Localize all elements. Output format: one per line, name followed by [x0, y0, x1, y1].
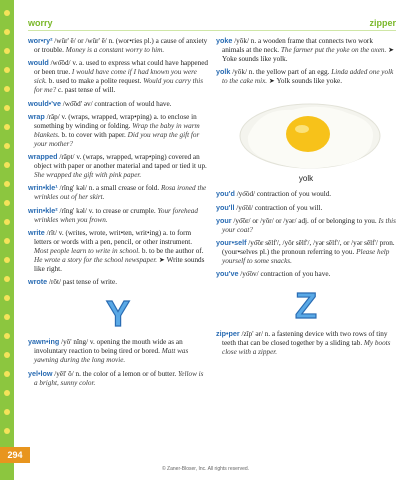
dictionary-entry: [28, 36, 208, 55]
entry-example: My boots close with a zipper.: [222, 339, 391, 357]
guide-word-right: zipper: [369, 18, 396, 28]
entry-example: Matt was yawning during the long movie.: [34, 347, 189, 365]
dictionary-entry: [28, 369, 208, 388]
letter-z-icon: [286, 285, 326, 323]
page-number: 294: [0, 447, 30, 463]
dictionary-entry: [216, 189, 396, 199]
letter-y-icon: [98, 293, 138, 331]
entry-definition: /yo͞od/ contraction of you would.: [234, 190, 332, 199]
entry-example: Please help yourself to some snacks.: [222, 247, 390, 266]
entry-definition: /rĭng' kəl/ v. to crease or crumple.: [57, 206, 158, 215]
right-entry-list-top: [216, 36, 396, 86]
entry-headword: your: [216, 215, 232, 225]
entry-headword: you've: [216, 269, 239, 279]
dictionary-entry: [216, 269, 396, 279]
dictionary-entry: [28, 58, 208, 95]
stripe-dot: [4, 428, 10, 434]
entry-headword: would: [28, 58, 49, 68]
dictionary-entry: [28, 152, 208, 180]
dictionary-entry: [216, 67, 396, 86]
header-rule: [28, 30, 396, 31]
entry-headword: write: [28, 227, 45, 237]
dictionary-entry: [216, 203, 396, 213]
entry-headword: zip•per: [216, 329, 240, 339]
stripe-dot: [4, 86, 10, 92]
entry-definition: /yo͞ov/ contraction of you have.: [238, 270, 331, 279]
entry-example: He wrote a story for the school newspaper.: [34, 255, 158, 264]
entry-definition: /yo͝or sĕlf'/, /yôr sĕlf'/, /yər sĕlf'/, or /yər sĕlf'/ pron. (your•selves pl.) the pronoun referring to you.: [222, 238, 395, 256]
entry-example: I would have come if I had known you were sick.: [34, 68, 197, 86]
stripe-dot: [4, 200, 10, 206]
entry-headword: yel•low: [28, 368, 53, 378]
stripe-dot: [4, 314, 10, 320]
entry-definition: /yo͞ol/ contraction of you will.: [234, 203, 323, 212]
dictionary-entry: [216, 216, 396, 235]
entry-example: Rosa ironed the wrinkles out of her skirt.: [34, 184, 207, 202]
dictionary-entry: [28, 206, 208, 225]
entry-example: Most people learn to write in school.: [34, 246, 141, 255]
svg-text:Z: Z: [295, 285, 317, 324]
entry-headword: would•'ve: [28, 98, 61, 108]
entry-definition: /yĕl' ō/ n. the color of a lemon or of butter.: [52, 369, 178, 378]
left-entry-list: [28, 36, 208, 388]
entry-example: Would you carry this for me?: [34, 77, 204, 95]
entry-definition: /yōk/ n. the yellow part of an egg.: [230, 68, 332, 77]
guide-word-left: worry: [28, 18, 53, 28]
stripe-dot: [4, 105, 10, 111]
left-column: [28, 36, 208, 391]
copyright-footer: © Zaner-Bloser, Inc. All rights reserved.: [161, 466, 250, 472]
entry-definition: /răp/ v. (wraps, wrapped, wrap•ping) a. to enclose in something by winding or folding.: [34, 112, 197, 130]
entry-example: Your forehead wrinkles when you frown.: [34, 206, 198, 224]
right-column: [216, 36, 396, 361]
entry-headword: wor•ry²: [28, 36, 53, 45]
dictionary-entry: [28, 277, 208, 287]
stripe-dot: [4, 143, 10, 149]
stripe-dot: [4, 29, 10, 35]
svg-text:Y: Y: [105, 293, 131, 332]
entry-definition: ➤ Yolk sounds like yoke.: [267, 77, 343, 86]
entry-definition: /zĭp' ər/ n. a fastening device with two rows of tiny teeth that can be closed together by a sliding tab.: [222, 330, 388, 348]
egg-yolk-illustration: [230, 90, 390, 172]
entry-definition: /yô' nĭng/ v. opening the mouth wide as an involuntary reaction to being tired or bored.: [34, 338, 183, 356]
right-entry-list-bottom: [216, 189, 396, 279]
stripe-dot: [4, 67, 10, 73]
entry-definition: b. to be the author of.: [140, 246, 204, 255]
entry-definition: /răpt/ v. (wraps, wrapped, wrap•ping) covered an object with paper or another material and taped or tied it up.: [34, 153, 207, 171]
stripe-dot: [4, 390, 10, 396]
dictionary-entry: [28, 337, 208, 365]
entry-example: She wrapped the gift with pink paper.: [34, 171, 142, 180]
entry-headword: wrote: [28, 277, 48, 287]
entry-definition: /wo͝od/ v. a. used to express what could have happened or been true.: [34, 59, 208, 77]
dictionary-entry: [28, 228, 208, 274]
entry-headword: wrin•kle¹: [28, 183, 58, 193]
entry-headword: wrapped: [28, 152, 58, 162]
stripe-dot: [4, 10, 10, 16]
stripe-dot: [4, 124, 10, 130]
stripe-dot: [4, 295, 10, 301]
entry-definition: b. used to make a polite request.: [46, 77, 144, 86]
entry-example: Money is a constant worry to him.: [65, 46, 165, 55]
stripe-dot: [4, 162, 10, 168]
entry-definition: /rīt/ v. (writes, wrote, writ•ten, writ•ing) a. to form letters or words with a pen, pencil, or other instrument.: [34, 228, 193, 246]
entry-definition: c. past tense of will.: [56, 86, 116, 95]
stripe-dot: [4, 352, 10, 358]
entry-headword: yoke: [216, 36, 233, 45]
entry-definition: /rĭng' kəl/ n. a small crease or fold.: [57, 184, 161, 193]
entry-definition: /rōt/ past tense of write.: [47, 278, 118, 287]
entry-headword: wrin•kle²: [28, 205, 58, 215]
entry-definition: /yo͝or/ or /yôr/ or /yər/ adj. of or belonging to you.: [231, 216, 379, 225]
entry-definition: ➤ Yoke sounds like yolk.: [222, 46, 395, 64]
stripe-dot: [4, 181, 10, 187]
right-entry-list-end: [216, 329, 396, 357]
entry-definition: ➤ Write sounds like right.: [34, 255, 205, 274]
stripe-dot: [4, 219, 10, 225]
entry-example: The farmer put the yoke on the oxen.: [280, 46, 387, 55]
entry-definition: /wo͝od' əv/ contraction of would have.: [60, 99, 172, 108]
entry-example: Did you wrap the gift for your mother?: [34, 130, 200, 148]
stripe-dot: [4, 371, 10, 377]
entry-definition: b. to cover with paper.: [59, 130, 128, 139]
entry-headword: you'll: [216, 202, 235, 212]
entry-example: Wrap the baby in warm blankets.: [34, 121, 200, 139]
entry-headword: wrap: [28, 111, 45, 121]
entry-definition: /wûr' ē/ or /wŭr' ē/ n. (wor•ries pl.) a cause of anxiety or trouble.: [34, 37, 208, 55]
entry-headword: yolk: [216, 67, 231, 77]
dictionary-entry: [216, 238, 396, 266]
dictionary-entry: [28, 99, 208, 109]
stripe-dot: [4, 238, 10, 244]
dictionary-entry: [28, 112, 208, 149]
entry-example: Linda added one yolk to the cake mix.: [222, 68, 394, 86]
egg-yolk-photo: [230, 90, 390, 172]
entry-example: Is this your coat?: [222, 216, 396, 234]
dictionary-entry: [216, 329, 396, 357]
entry-example: Yellow is a bright, sunny color.: [34, 369, 204, 387]
stripe-dot: [4, 257, 10, 263]
stripe-dot: [4, 333, 10, 339]
stripe-dot: [4, 48, 10, 54]
photo-caption: yolk: [298, 174, 314, 184]
entry-definition: /yōk/ n. a wooden frame that connects two work animals at the neck.: [222, 37, 373, 55]
stripe-dot: [4, 409, 10, 415]
entry-headword: you'd: [216, 189, 235, 199]
entry-headword: your•self: [216, 237, 247, 247]
dictionary-entry: [216, 36, 396, 64]
dictionary-entry: [28, 183, 208, 202]
stripe-dot: [4, 276, 10, 282]
entry-headword: yawn•ing: [28, 337, 60, 347]
